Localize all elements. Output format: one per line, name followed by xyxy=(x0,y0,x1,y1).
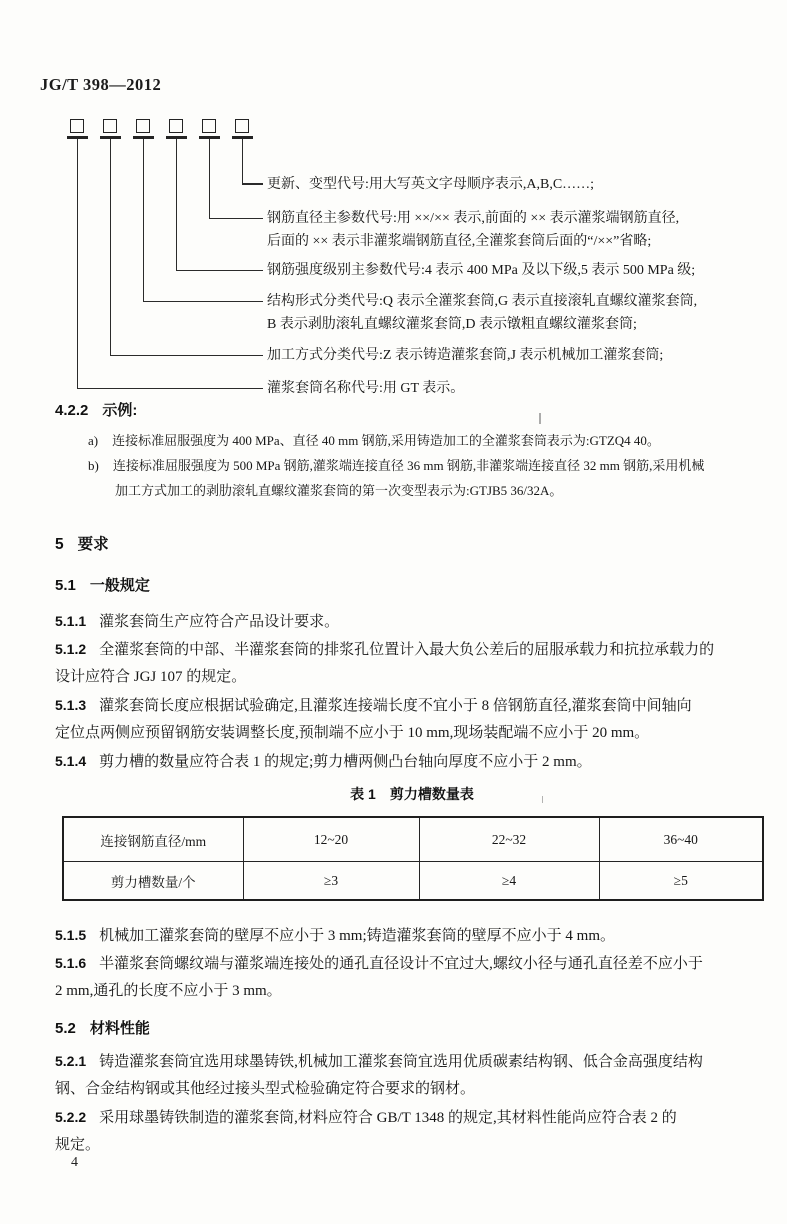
diagram-label-sleeve-name: 灌浆套筒名称代号:用 GT 表示。 xyxy=(267,380,465,396)
table-cell: 12~20 xyxy=(243,817,419,862)
example-item-b-line2: 加工方式加工的剥肋滚轧直螺纹灌浆套筒的第一次变型表示为:GTJB5 36/32A。 xyxy=(115,482,563,498)
clause-5-1-2-line2: 设计应符合 JGJ 107 的规定。 xyxy=(55,668,247,685)
code-stem-3 xyxy=(143,139,145,301)
code-connector-6 xyxy=(242,183,263,185)
scan-artifact xyxy=(539,413,541,424)
clause-5-2-2-line1: 5.2.2 采用球墨铸铁制造的灌浆套筒,材料应符合 GB/T 1348 的规定,其材料性能尚应符合表 2 的 xyxy=(55,1108,677,1126)
code-box-6 xyxy=(235,119,249,133)
shear-groove-count-table xyxy=(62,816,764,901)
code-box-3 xyxy=(136,119,150,133)
clause-5-2-2-line2: 规定。 xyxy=(55,1136,101,1153)
table-cell: ≥4 xyxy=(419,862,599,901)
page-number: 4 xyxy=(71,1155,78,1170)
diagram-label-process-type: 加工方式分类代号:Z 表示铸造灌浆套筒,J 表示机械加工灌浆套筒; xyxy=(267,347,664,363)
code-connector-1 xyxy=(77,388,263,390)
chapter-5-heading: 5 要求 xyxy=(55,536,109,553)
section-5-2-heading: 5.2 材料性能 xyxy=(55,1019,150,1037)
diagram-label-revision: 更新、变型代号:用大写英文字母顺序表示,A,B,C……; xyxy=(267,176,595,192)
diagram-label-structure-type: 结构形式分类代号:Q 表示全灌浆套筒,G 表示直接滚轧直螺纹灌浆套筒, B 表示剥肋滚轧直螺纹灌浆套筒,D 表示镦粗直螺纹灌浆套筒; xyxy=(267,293,698,332)
code-stem-1 xyxy=(77,139,79,388)
table-row-diameter xyxy=(63,817,763,862)
table-cell: ≥3 xyxy=(243,862,419,901)
clause-5-1-3-line1: 5.1.3 灌浆套筒长度应根据试验确定,且灌浆连接端长度不宜小于 8 倍钢筋直径,灌浆套筒中间轴向 xyxy=(55,696,692,714)
code-connector-3 xyxy=(143,301,263,303)
example-item-a: a) 连接标准屈服强度为 400 MPa、直径 40 mm 钢筋,采用铸造加工的全灌浆套筒表示为:GTZQ4 40。 xyxy=(88,432,660,448)
table-cell: 剪力槽数量/个 xyxy=(63,862,243,901)
code-stem-5 xyxy=(209,139,211,218)
diagram-label-bar-diameter: 钢筋直径主参数代号:用 ××/×× 表示,前面的 ×× 表示灌浆端钢筋直径, 后面的 ×× 表示非灌浆端钢筋直径,全灌浆套筒后面的“/××”省略; xyxy=(267,210,680,249)
code-box-4 xyxy=(169,119,183,133)
code-stem-4 xyxy=(176,139,178,270)
table-cell: 22~32 xyxy=(419,817,599,862)
clause-5-1-3-line2: 定位点两侧应预留钢筋安装调整长度,预制端不应小于 10 mm,现场装配端不应小于 20 mm。 xyxy=(55,724,650,741)
code-connector-2 xyxy=(110,355,263,357)
clause-5-1-1: 5.1.1 灌浆套筒生产应符合产品设计要求。 xyxy=(55,612,340,630)
clause-5-2-1-line1: 5.2.1 铸造灌浆套筒宜选用球墨铸铁,机械加工灌浆套筒宜选用优质碳素结构钢、低合金高强度结构 xyxy=(55,1052,703,1070)
diagram-label-strength-grade: 钢筋强度级别主参数代号:4 表示 400 MPa 及以下级,5 表示 500 MPa 级; xyxy=(267,262,696,278)
clause-5-2-1-line2: 钢、合金结构钢或其他经过接头型式检验确定符合要求的钢材。 xyxy=(55,1080,476,1097)
clause-5-1-5: 5.1.5 机械加工灌浆套筒的壁厚不应小于 3 mm;铸造灌浆套筒的壁厚不应小于 4 mm。 xyxy=(55,926,615,944)
code-connector-4 xyxy=(176,270,263,272)
standard-number-header: JG/T 398—2012 xyxy=(40,75,162,94)
scan-artifact xyxy=(542,796,543,803)
code-box-1 xyxy=(70,119,84,133)
code-box-5 xyxy=(202,119,216,133)
clause-5-1-4: 5.1.4 剪力槽的数量应符合表 1 的规定;剪力槽两侧凸台轴向厚度不应小于 2 mm。 xyxy=(55,752,592,770)
code-connector-5 xyxy=(209,218,263,220)
clause-5-1-6-line1: 5.1.6 半灌浆套筒螺纹端与灌浆端连接处的通孔直径设计不宜过大,螺纹小径与通孔直径差不应小于 xyxy=(55,954,703,972)
clause-5-1-2-line1: 5.1.2 全灌浆套筒的中部、半灌浆套筒的排浆孔位置计入最大负公差后的屈服承载力和抗拉承载力的 xyxy=(55,640,715,658)
code-box-2 xyxy=(103,119,117,133)
example-item-b-line1: b) 连接标准屈服强度为 500 MPa 钢筋,灌浆端连接直径 36 mm 钢筋,非灌浆端连接直径 32 mm 钢筋,采用机械 xyxy=(88,457,705,473)
table-cell: 36~40 xyxy=(599,817,763,862)
table-cell: 连接钢筋直径/mm xyxy=(63,817,243,862)
clause-4-2-2-heading: 4.2.2 示例: xyxy=(55,402,138,419)
table-1-caption: 表 1 剪力槽数量表 xyxy=(350,786,474,802)
table-row-groove-count xyxy=(63,862,763,901)
clause-5-1-6-line2: 2 mm,通孔的长度不应小于 3 mm。 xyxy=(55,982,282,999)
section-5-1-heading: 5.1 一般规定 xyxy=(55,577,150,594)
code-stem-2 xyxy=(110,139,112,355)
table-cell: ≥5 xyxy=(599,862,763,901)
code-stem-6 xyxy=(242,139,244,184)
